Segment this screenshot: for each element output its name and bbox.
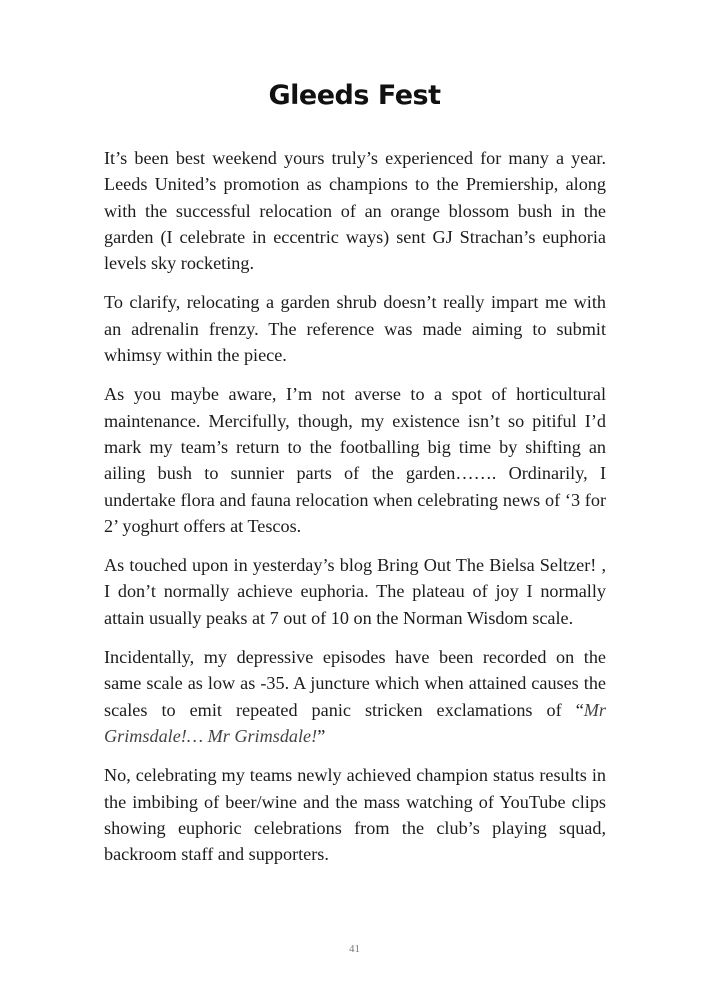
paragraph-5-lead: Incidentally, my depressive episodes have been recorded on the same scale as low as -35. A juncture which when attained causes the scales to emit repeated panic stricken exclamations of “ [104, 647, 606, 720]
grimsdale-quote: Mr Grimsdale!… Mr Grimsdale! [104, 699, 606, 746]
page-number: 41 [349, 943, 360, 955]
page-title: Gleeds Fest [268, 80, 441, 111]
article-body [104, 145, 606, 880]
paragraph-4: As touched upon in yesterday’s blog Bring Out The Bielsa Seltzer! , I don’t normally achieve euphoria. The plateau of joy I normally attain usually peaks at 7 out of 10 on the Norman Wisdom scale. [104, 555, 606, 628]
paragraph-5-tail: ” [317, 725, 326, 746]
paragraph-3: As you maybe aware, I’m not averse to a spot of horticultural maintenance. Mercifully, though, my existence isn’t so pitiful I’d mark my team’s return to the footballing big time by shifting an ailing bush to sunnier parts of the garden……. Ordinarily, I undertake flora and fauna relocation when celebrating news of ‘3 for 2’ yoghurt offers at Tescos. [104, 384, 606, 536]
paragraph-2: To clarify, relocating a garden shrub doesn’t really impart me with an adrenalin frenzy. The reference was made aiming to submit whimsy within the piece. [104, 292, 606, 366]
paragraph-1: It’s been best weekend yours truly’s experienced for many a year. Leeds United’s promotion as champions to the Premiership, along with the successful relocation of an orange blossom bush in the garden (I celebrate in eccentric ways) sent GJ Strachan’s euphoria levels sky rocketing. [104, 148, 606, 274]
paragraph-6: No, celebrating my teams newly achieved champion status results in the imbibing of beer/wine and the mass watching of YouTube clips showing euphoric celebrations from the club’s playing squad, backroom staff and supporters. [104, 765, 606, 865]
paragraph-5 [104, 644, 606, 749]
